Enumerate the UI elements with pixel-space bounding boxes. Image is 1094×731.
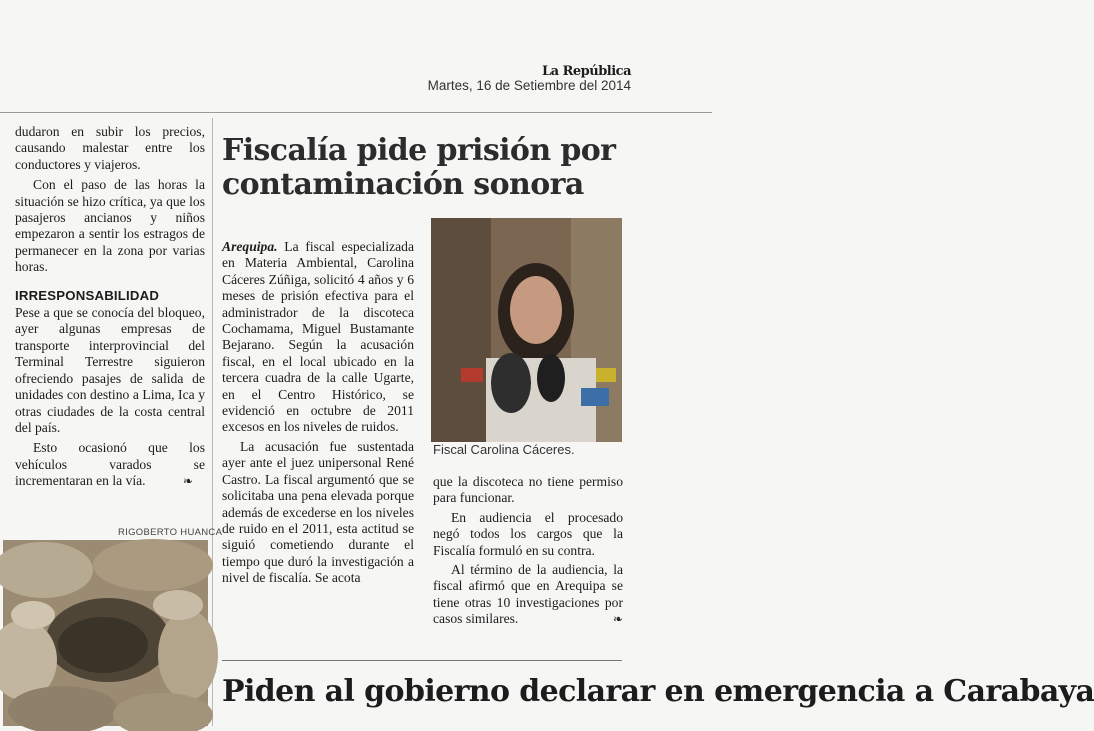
article-paragraph-3: En audiencia el procesado negó todos los cargos que la Fiscalía formuló en su contra. — [433, 509, 623, 558]
left-paragraph-4-text: Esto ocasionó que los vehículos varados se incrementaran en la vía. — [15, 440, 205, 489]
header-rule — [0, 112, 712, 113]
left-paragraph-2: Con el paso de las horas la situación se hizo crítica, ya que los pasajeros ancianos y niños empezaron a sentir los estragos de permanecer en la zona por varias horas. — [15, 177, 205, 275]
article-lead-text: La fiscal especializada en Materia Ambiental, Carolina Cáceres Zúñiga, solicitó 4 años y 6 meses de prisión efectiva para el administrador de la discoteca Cochamama, Miguel Bustamante Bejarano. Según la acusación fiscal, en el local ubicado en la tercera cuadra de la calle Ugarte, en el Centro Histórico, se evidenció en octubre de 2011 excesos en los niveles de ruidos. — [222, 239, 414, 435]
article-right-column — [433, 474, 623, 628]
article-dateline: Arequipa. — [222, 239, 278, 254]
rocks-photo-illustration — [3, 540, 208, 726]
photo-caption: Fiscal Carolina Cáceres. — [433, 442, 575, 457]
article-paragraph-4 — [433, 562, 623, 628]
article-paragraph-2: La acusación fue sustentada ayer ante el juez unipersonal René Castro. La fiscal argumentó que se solicitaba una pena elevada porque además de excederse en los niveles de ruido en el 2011, esta actitud se siguió cometiendo durante el tiempo que duró la investigación a nivel de fiscalía. Se acota — [222, 438, 414, 586]
article-lead — [222, 239, 414, 436]
article-end-mark-icon: ❧ — [612, 612, 623, 627]
left-paragraph-4 — [15, 440, 205, 489]
article-middle-column — [222, 239, 414, 587]
next-article-headline: Piden al gobierno declarar en emergencia a Carabaya — [222, 674, 1094, 709]
masthead-date: Martes, 16 de Setiembre del 2014 — [427, 78, 631, 93]
photo-credit: RIGOBERTO HUANCA — [118, 527, 223, 538]
article-headline: Fiscalía pide prisión por contaminación sonora — [222, 133, 616, 202]
article-paragraph-2-cont: que la discoteca no tiene permiso para funcionar. — [433, 474, 623, 506]
rocks-photo — [3, 540, 208, 726]
subhead-irresponsabilidad: IRRESPONSABILIDAD — [15, 287, 160, 303]
left-paragraph-3: Pese a que se conocía del bloqueo, ayer algunas empresas de transporte interprovincial del Terminal Terrestre siguieron ofreciendo pasajes de salida de unidades con destino a Lima, Ica y otras ciudades de la costa central del país. — [15, 305, 205, 435]
article-paragraph-4-text: Al término de la audiencia, la fiscal afirmó que en Arequipa se tiene otras 10 investigaciones por casos similares. — [433, 562, 623, 627]
left-column — [15, 124, 205, 490]
article-separator — [222, 660, 622, 661]
end-mark-icon: ❧ — [182, 474, 193, 489]
fiscal-photo — [431, 218, 622, 442]
masthead-brand: La República — [541, 64, 631, 79]
fiscal-photo-illustration — [431, 218, 622, 442]
left-paragraph-1: dudaron en subir los precios, causando malestar entre los conductores y viajeros. — [15, 124, 205, 172]
